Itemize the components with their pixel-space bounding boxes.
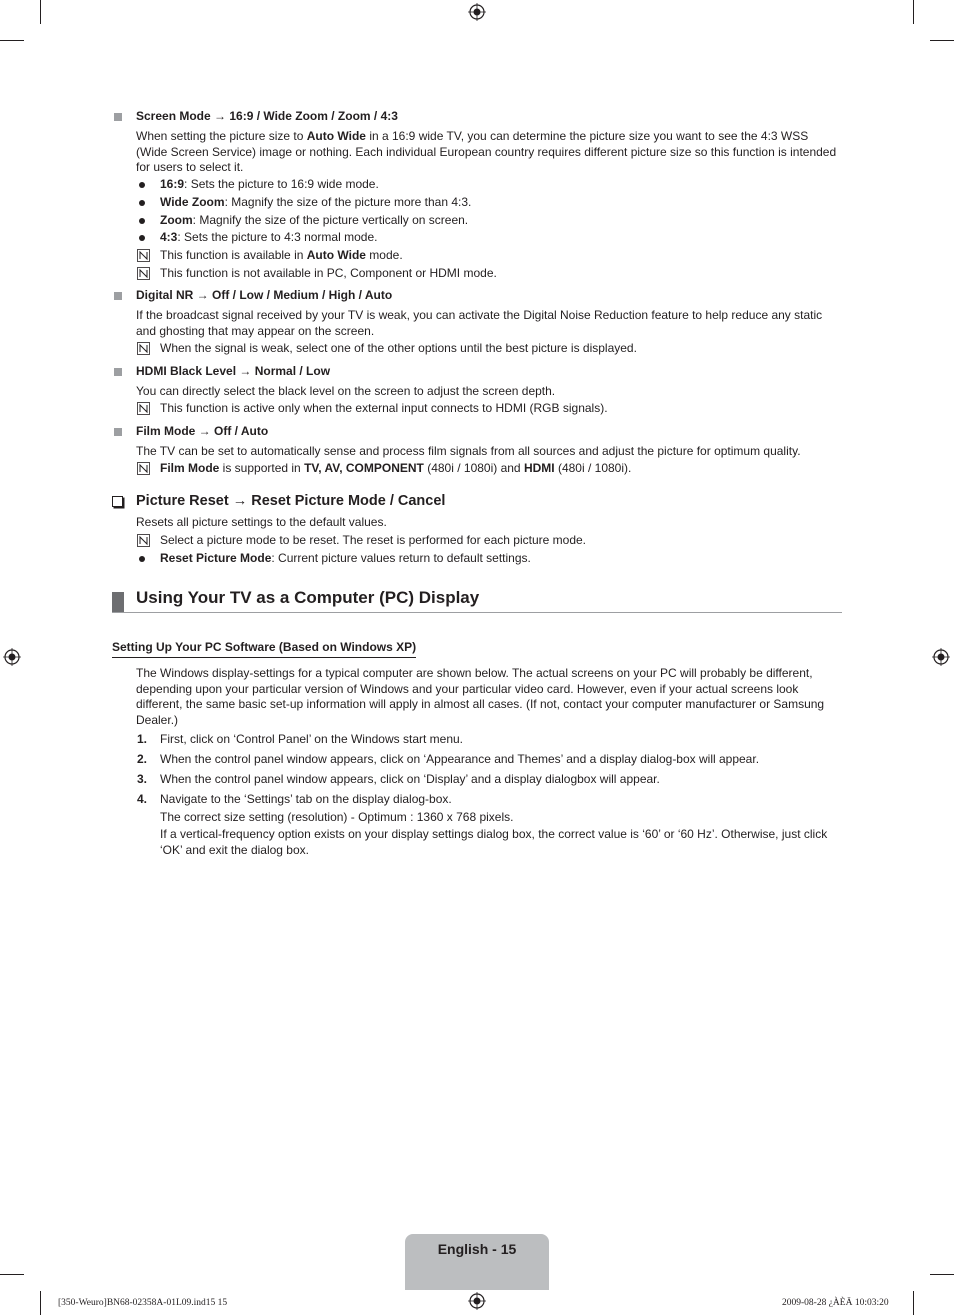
note-text: This function is not available in PC, Component or HDMI mode. xyxy=(160,266,497,280)
step-text: When the control panel window appears, click on ‘Appearance and Themes’ and a display dialog-box will appear. xyxy=(160,752,760,766)
step-text: When the control panel window appears, click on ‘Display’ and a display dialogbox will appear. xyxy=(160,772,660,786)
note-icon xyxy=(137,534,150,547)
page-number: English - 15 xyxy=(437,1241,517,1257)
film-mode-heading: Film Mode → Off / Auto xyxy=(136,424,269,438)
note-icon xyxy=(137,462,150,475)
note-icon xyxy=(137,267,150,280)
bullet-icon xyxy=(139,218,145,224)
note-icon xyxy=(137,249,150,262)
crop-mark xyxy=(913,0,914,24)
film-mode-description: The TV can be set to automatically sense and process film signals from all sources and adjust the picture for optimum quality. xyxy=(136,444,801,458)
hdmi-black-level-heading: HDMI Black Level → Normal / Low xyxy=(136,364,331,378)
checkbox-square-icon xyxy=(112,496,123,507)
section-square-icon xyxy=(114,428,122,436)
picture-reset-heading: Picture Reset → Reset Picture Mode / Cancel xyxy=(136,493,446,509)
note-icon xyxy=(137,402,150,415)
bullet-icon xyxy=(139,556,145,562)
crop-mark xyxy=(0,1274,24,1275)
digital-nr-heading: Digital NR → Off / Low / Medium / High / Auto xyxy=(136,288,393,302)
step-text: The correct size setting (resolution) - Optimum : 1360 x 768 pixels. xyxy=(160,810,514,824)
list-item: 16:9: Sets the picture to 16:9 wide mode. xyxy=(160,177,379,191)
section-bar-icon xyxy=(112,592,124,613)
bullet-icon xyxy=(139,200,145,206)
step-number: 2. xyxy=(137,752,148,766)
list-item: Reset Picture Mode: Current picture values return to default settings. xyxy=(160,551,531,565)
print-slug-left: [350-Weuro]BN68-02358A-01L09.ind15 15 xyxy=(58,1298,228,1308)
print-slug-right: 2009-08-28 ¿ÀÈÄ 10:03:20 xyxy=(782,1298,889,1308)
note-icon xyxy=(137,342,150,355)
screen-mode-description: When setting the picture size to Auto Wide in a 16:9 wide TV, you can determine the picture size you want to see the 4:3 WSS (Wide Screen Service) image or nothing. Each individual European country requires different picture size so this function is intended for users to select it. xyxy=(136,129,837,174)
note-text: When the signal is weak, select one of the other options until the best picture is displayed. xyxy=(160,341,637,355)
section-square-icon xyxy=(114,113,122,121)
hdmi-black-level-description: You can directly select the black level on the screen to adjust the screen depth. xyxy=(136,384,556,398)
crop-mark xyxy=(930,40,954,41)
bullet-icon xyxy=(139,182,145,188)
step-number: 3. xyxy=(137,772,148,786)
bullet-icon xyxy=(139,235,145,241)
crop-mark xyxy=(930,1274,954,1275)
crop-mark xyxy=(40,1291,41,1315)
crop-mark xyxy=(913,1291,914,1315)
section-square-icon xyxy=(114,368,122,376)
subsection-title: Setting Up Your PC Software (Based on Windows XP) xyxy=(112,640,416,658)
step-text: First, click on ‘Control Panel’ on the Windows start menu. xyxy=(160,732,464,746)
divider xyxy=(112,612,842,613)
step-text: Navigate to the ‘Settings’ tab on the display dialog-box. xyxy=(160,792,452,806)
note-text: This function is available in Auto Wide mode. xyxy=(160,248,403,262)
list-item: Zoom: Magnify the size of the picture vertically on screen. xyxy=(160,213,469,227)
registration-mark-icon xyxy=(468,3,486,21)
list-item: Wide Zoom: Magnify the size of the picture more than 4:3. xyxy=(160,195,472,209)
note-text: Film Mode is supported in TV, AV, COMPONENT (480i / 1080i) and HDMI (480i / 1080i). xyxy=(160,461,632,475)
section-square-icon xyxy=(114,292,122,300)
screen-mode-heading: Screen Mode → 16:9 / Wide Zoom / Zoom / 4:3 xyxy=(136,109,398,123)
note-text: This function is active only when the external input connects to HDMI (RGB signals). xyxy=(160,401,608,415)
digital-nr-description: If the broadcast signal received by your TV is weak, you can activate the Digital Noise Reduction feature to help reduce any static and ghosting that may appear on the screen. xyxy=(136,308,823,338)
registration-mark-icon xyxy=(468,1292,486,1310)
list-item: 4:3: Sets the picture to 4:3 normal mode. xyxy=(160,230,378,244)
page-section-title: Using Your TV as a Computer (PC) Display xyxy=(136,588,480,607)
note-text: Select a picture mode to be reset. The reset is performed for each picture mode. xyxy=(160,533,586,547)
pc-intro: The Windows display-settings for a typical computer are shown below. The actual screens on your PC will probably be different, depending upon your particular version of Windows and your particular video card. However, even if your actual screens look different, the same basic set-up information will apply in almost all cases. (If not, contact your computer manufacturer or Samsung Dealer.) xyxy=(136,666,825,727)
crop-mark xyxy=(40,0,41,24)
registration-mark-icon xyxy=(3,648,21,666)
picture-reset-description: Resets all picture settings to the default values. xyxy=(136,515,387,529)
step-text: If a vertical-frequency option exists on your display settings dialog box, the correct value is ‘60’ or ‘60 Hz’. Otherwise, just click ‘OK’ and exit the dialog box. xyxy=(160,827,828,857)
step-number: 1. xyxy=(137,732,148,746)
registration-mark-icon xyxy=(932,648,950,666)
step-number: 4. xyxy=(137,792,148,806)
crop-mark xyxy=(0,40,24,41)
